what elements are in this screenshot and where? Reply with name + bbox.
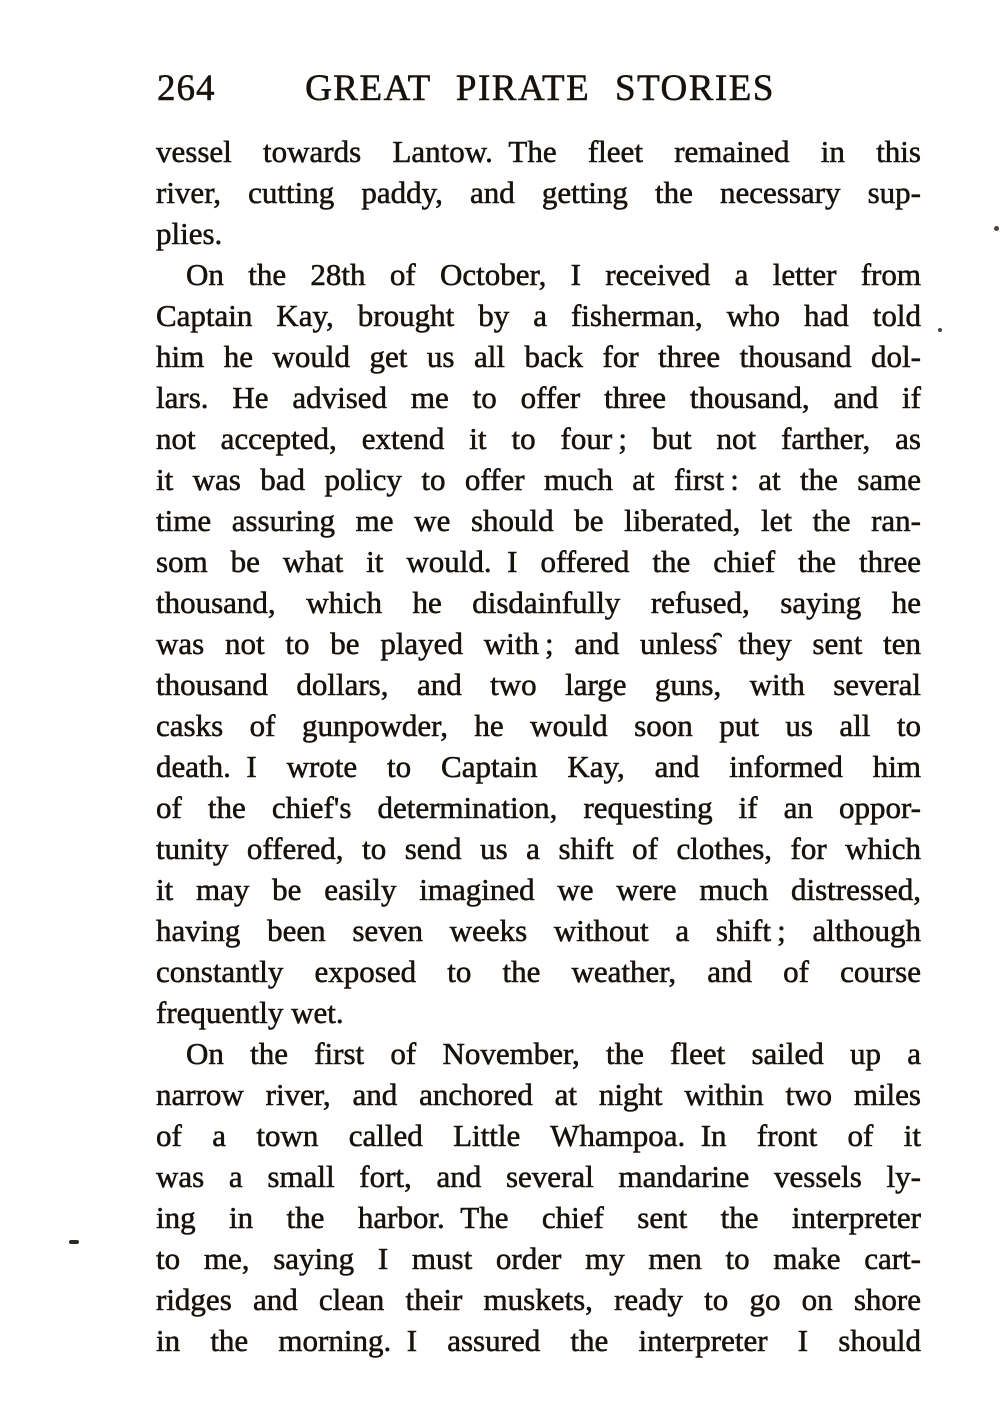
text-line: plies. (156, 216, 223, 251)
text-line: ing in the harbor. The chief sent the interpreter (156, 1200, 921, 1235)
text-line: it was bad policy to offer much at first : at the same (156, 462, 921, 497)
text-block (156, 131, 921, 1361)
text-line: tunity offered, to send us a shift of clothes, for which (156, 831, 921, 866)
text-line: constantly exposed to the weather, and of course (156, 954, 921, 989)
text-line: som be what it would. I offered the chief the three (156, 544, 921, 579)
scan-speck (69, 1240, 79, 1244)
text-line: frequently wet. (156, 995, 344, 1030)
text-line: death. I wrote to Captain Kay, and informed him (156, 749, 921, 784)
text-line: having been seven weeks without a shift ; although (156, 913, 921, 948)
text-line: not accepted, extend it to four ; but not farther, as (156, 421, 921, 456)
text-line: was not to be played with ; and unless̑ they sent ten (156, 626, 921, 661)
text-line: lars. He advised me to offer three thousand, and if (156, 380, 921, 415)
page-number: 264 (157, 68, 216, 109)
text-line: thousand, which he disdainfully refused, saying he (156, 585, 921, 620)
text-line: to me, saying I must order my men to make cart- (156, 1241, 921, 1276)
text-line: was a small fort, and several mandarine vessels ly- (156, 1159, 921, 1194)
text-line: vessel towards Lantow. The fleet remained in this (156, 134, 921, 169)
text-line: it may be easily imagined we were much distressed, (156, 872, 921, 907)
scan-speck (994, 226, 999, 231)
scan-speck (938, 328, 942, 332)
text-line: ridges and clean their muskets, ready to go on shore (156, 1282, 921, 1317)
text-line: of a town called Little Whampoa. In front of it (156, 1118, 921, 1153)
text-line: On the first of November, the fleet sailed up a (186, 1036, 921, 1071)
text-line: him he would get us all back for three thousand dol- (156, 339, 921, 374)
text-line: Captain Kay, brought by a fisherman, who had told (156, 298, 921, 333)
text-line: of the chief's determination, requesting if an oppor- (156, 790, 921, 825)
text-line: On the 28th of October, I received a letter from (186, 257, 921, 292)
text-line: thousand dollars, and two large guns, with several (156, 667, 921, 702)
running-title: GREAT PIRATE STORIES (305, 68, 775, 109)
text-line: in the morning. I assured the interpreter I should (156, 1323, 921, 1358)
text-line: casks of gunpowder, he would soon put us all to (156, 708, 921, 743)
text-line: narrow river, and anchored at night within two miles (156, 1077, 921, 1112)
text-line: time assuring me we should be liberated, let the ran- (156, 503, 921, 538)
text-line: river, cutting paddy, and getting the necessary sup- (156, 175, 921, 210)
